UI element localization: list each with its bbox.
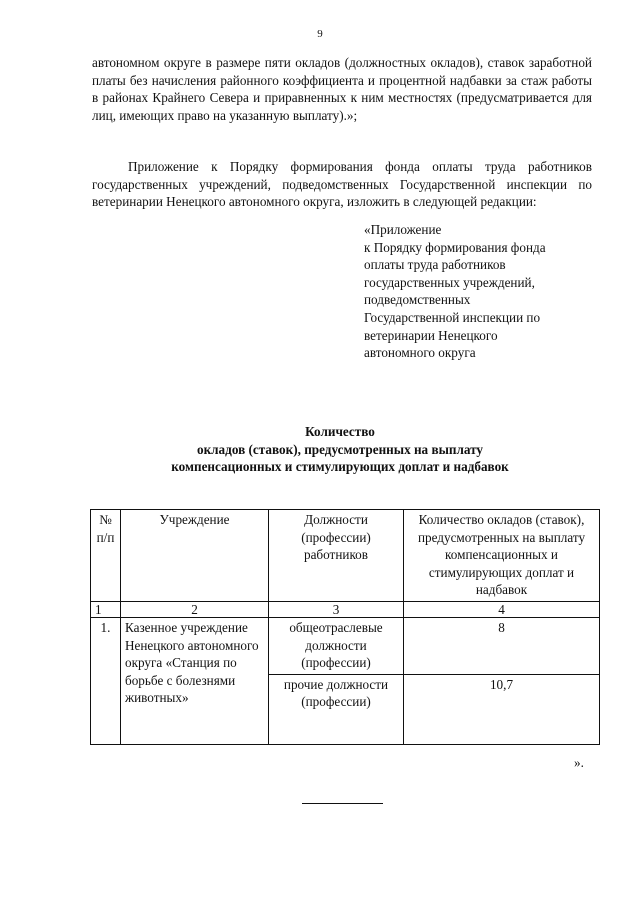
column-number-row <box>91 601 600 617</box>
closing-quote: ». <box>574 755 584 770</box>
table-heading <box>80 423 600 476</box>
compensation-table <box>90 509 600 745</box>
header-count: Количество окладов (ставок), предусмотренных на выплату компенсационных и стимулирующих доплат и надбавок <box>404 510 600 602</box>
table-row <box>91 617 600 674</box>
appendix-line: ветеринарии Ненецкого <box>364 327 498 343</box>
column-number: 1 <box>91 601 121 617</box>
row-position: общеотраслевые должности (профессии) <box>269 617 404 674</box>
end-divider <box>302 803 383 804</box>
column-number: 4 <box>404 601 600 617</box>
appendix-line: «Приложение <box>364 222 442 237</box>
table-header-row <box>91 510 600 602</box>
row-institution: Казенное учреждение Ненецкого автономного округа «Станция по борьбе с болезнями животных» <box>121 617 269 744</box>
appendix-header <box>364 221 604 362</box>
paragraph-continuation: автономном округе в размере пяти окладов (должностных окладов), ставок заработной платы без начисления районного коэффициента и процентной надбавки за стаж работы в районах Крайнего Севера и приравненных к ним местностях (предусматривается для лиц, имеющих право на указанную выплату).»; <box>92 55 592 123</box>
header-num: № п/п <box>91 510 121 602</box>
page-number: 9 <box>317 28 323 40</box>
heading-line: окладов (ставок), предусмотренных на выплату <box>196 441 484 457</box>
row-value: 10,7 <box>404 674 600 744</box>
row-value: 8 <box>404 617 600 674</box>
header-positions: Должности (профессии) работников <box>269 510 404 602</box>
appendix-line: государственных учреждений, <box>364 274 535 290</box>
header-institution: Учреждение <box>121 510 269 602</box>
appendix-line: подведомственных <box>364 292 471 308</box>
appendix-line: к Порядку формирования фонда <box>364 239 546 255</box>
paragraph-amendment: Приложение к Порядку формирования фонда оплаты труда работников государственных учреждений, подведомственных Государственной инспекции по ветеринарии Ненецкого автономного округа, изложить в следующей редакции: <box>92 159 592 210</box>
column-number: 3 <box>269 601 404 617</box>
appendix-line: Государственной инспекции по <box>364 309 541 325</box>
appendix-line: оплаты труда работников <box>364 257 506 273</box>
heading-line: Количество <box>305 424 375 439</box>
row-num: 1. <box>91 617 121 744</box>
appendix-line: автономного округа <box>364 345 476 361</box>
column-number: 2 <box>121 601 269 617</box>
row-position: прочие должности (профессии) <box>269 674 404 744</box>
heading-line: компенсационных и стимулирующих доплат и надбавок <box>171 459 509 475</box>
